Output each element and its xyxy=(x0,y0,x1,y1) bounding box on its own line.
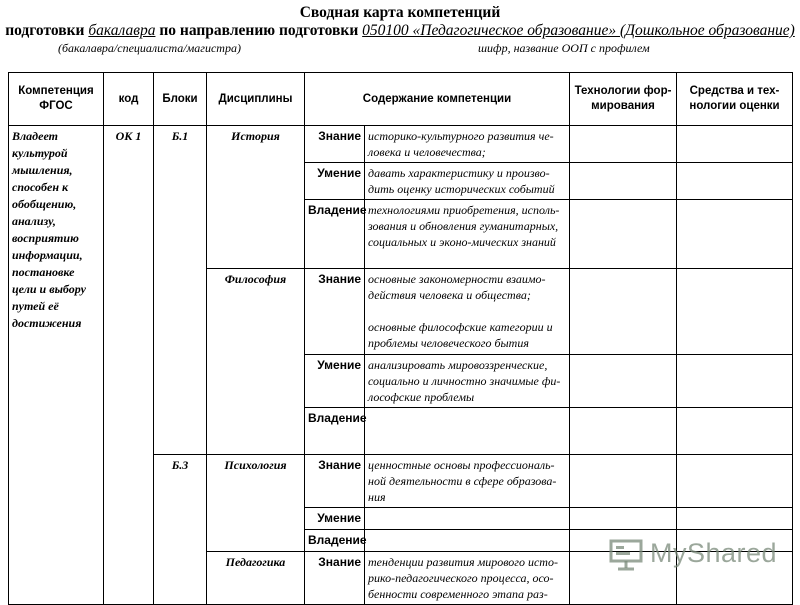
program-field: 050100 «Педагогическое образование» (Дошкольное образование) xyxy=(362,22,795,39)
degree-hint: (бакалавра/специалиста/магистра) xyxy=(58,41,241,55)
eval-cell xyxy=(677,269,793,355)
eval-cell xyxy=(677,455,793,508)
kind-cell: Владение xyxy=(305,408,365,455)
tech-cell xyxy=(570,200,677,269)
page-title: Сводная карта компетенций xyxy=(299,4,501,21)
kind-cell: Знание xyxy=(305,552,365,605)
column-header: Блоки xyxy=(154,73,207,126)
kind-cell: Владение xyxy=(305,200,365,269)
program-hint: шифр, название ООП с профилем xyxy=(478,41,650,55)
kind-cell: Умение xyxy=(305,508,365,530)
discipline-cell: Педагогика xyxy=(207,552,305,605)
eval-cell xyxy=(677,126,793,163)
watermark-text: MyShared xyxy=(650,538,778,568)
discipline-cell: Психология xyxy=(207,455,305,552)
presentation-board-icon xyxy=(608,536,644,572)
content-cell xyxy=(365,408,570,455)
content-cell xyxy=(365,530,570,552)
column-header: Технологии фор-мирования xyxy=(570,73,677,126)
page-subtitle xyxy=(0,22,800,40)
eval-cell xyxy=(677,408,793,455)
tech-cell xyxy=(570,269,677,355)
content-cell: ценностные основы профессиональ-ной деятельности в сфере образова-ния xyxy=(365,455,570,508)
column-header: код xyxy=(104,73,154,126)
eval-cell xyxy=(677,163,793,200)
column-header: Дисциплины xyxy=(207,73,305,126)
subtitle-prefix: подготовки xyxy=(5,22,85,39)
tech-cell xyxy=(570,408,677,455)
block-cell: Б.1 xyxy=(154,126,207,455)
competence-cell: Владеет культурой мышления, способен к обобщению, анализу, восприятию информации, постановке цели и выбору путей её достижения xyxy=(9,126,104,605)
kind-cell: Умение xyxy=(305,163,365,200)
watermark xyxy=(608,536,778,576)
content-cell: технологиями приобретения, исполь-зования и обновления гуманитарных, социальных и эконо-мических знаний xyxy=(365,200,570,269)
content-cell: тенденции развития мирового исто-рико-педагогического процесса, осо-бенности современного этапа раз- xyxy=(365,552,570,605)
degree-field: бакалавра xyxy=(88,22,156,39)
tech-cell xyxy=(570,126,677,163)
kind-cell: Знание xyxy=(305,269,365,355)
block-cell: Б.3 xyxy=(154,455,207,605)
competence-table xyxy=(8,72,793,605)
column-header: Содержание компетенции xyxy=(305,73,570,126)
content-line: основные философские категории и проблемы человеческого бытия xyxy=(368,320,553,350)
content-cell: анализировать мировоззренческие, социально и личностно значимые фи-лософские проблемы xyxy=(365,355,570,408)
kind-cell: Знание xyxy=(305,455,365,508)
subtitle-middle: по направлению подготовки xyxy=(159,22,359,39)
discipline-cell: История xyxy=(207,126,305,269)
tech-cell xyxy=(570,508,677,530)
discipline-cell: Философия xyxy=(207,269,305,455)
content-cell xyxy=(365,508,570,530)
tech-cell xyxy=(570,455,677,508)
content-line: основные закономерности взаимо-действия человека и общества; xyxy=(368,272,546,302)
table-row xyxy=(9,126,793,163)
content-cell: историко-культурного развития че-ловека и человечества; xyxy=(365,126,570,163)
eval-cell xyxy=(677,200,793,269)
column-header: Компетенция ФГОС xyxy=(9,73,104,126)
column-header: Средства и тех-нологии оценки xyxy=(677,73,793,126)
kind-cell: Владение xyxy=(305,530,365,552)
code-cell: ОК 1 xyxy=(104,126,154,605)
eval-cell xyxy=(677,355,793,408)
content-cell xyxy=(365,269,570,355)
tech-cell xyxy=(570,355,677,408)
kind-cell: Умение xyxy=(305,355,365,408)
tech-cell xyxy=(570,163,677,200)
kind-cell: Знание xyxy=(305,126,365,163)
content-cell: давать характеристику и произво-дить оценку исторических событий xyxy=(365,163,570,200)
table-header-row xyxy=(9,73,793,126)
eval-cell xyxy=(677,508,793,530)
